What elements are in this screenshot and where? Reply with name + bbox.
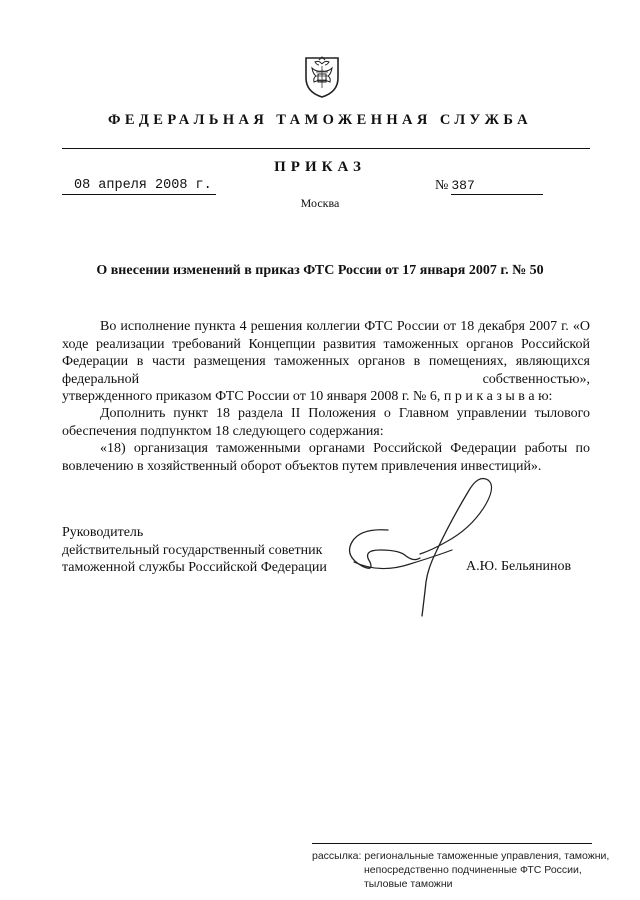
document-type: ПРИКАЗ [274, 159, 366, 175]
signatory-title [62, 524, 327, 577]
signatory-line-3: таможенной службы Российской Федерации [62, 560, 327, 575]
distribution-divider [312, 843, 592, 844]
distribution-label: рассылка: [312, 850, 362, 862]
handwritten-signature [340, 470, 500, 620]
distribution-line-3: тыловые таможни [364, 878, 453, 890]
order-date: 08 апреля 2008 г. [62, 177, 216, 195]
number-sign: № [435, 178, 449, 193]
distribution-line-2: непосредственно подчиненные ФТС России, [364, 864, 582, 876]
agency-name: ФЕДЕРАЛЬНАЯ ТАМОЖЕННАЯ СЛУЖБА [107, 112, 532, 128]
signatory-line-1: Руководитель [62, 525, 144, 540]
distribution-list [312, 849, 612, 891]
coat-of-arms-emblem [302, 52, 342, 98]
paragraph-1-main: Во исполнение пункта 4 решения коллегии ФТС России от 18 декабря 2007 г. «О ходе реализации требований Концепции развития таможенных органов Российской Федерации в части размещения таможенных органов в помещениях, являющихся федеральной собственностью», [62, 319, 590, 387]
signer-name: А.Ю. Бельянинов [466, 559, 572, 574]
distribution-line-1: региональные таможенные управления, таможни, [364, 850, 610, 862]
paragraph-1 [62, 318, 590, 406]
order-subject: О внесении изменений в приказ ФТС России от 17 января 2007 г. № 50 [96, 263, 544, 278]
header-divider [62, 148, 590, 149]
signatory-line-2: действительный государственный советник [62, 542, 323, 558]
order-number [435, 177, 543, 195]
city: Москва [300, 196, 340, 210]
paragraph-1-last: утвержденного приказом ФТС России от 10 января 2008 г. № 6, п р и к а з ы в а ю: [62, 389, 553, 404]
number-value: 387 [451, 177, 543, 195]
paragraph-3: «18) организация таможенными органами Российской Федерации работы по вовлечению в хозяйственный оборот объектов путем привлечения инвестиций». [62, 441, 590, 474]
paragraph-2: Дополнить пункт 18 раздела II Положения о Главном управлении тылового обеспечения подпунктом 18 следующего содержания: [62, 406, 590, 439]
